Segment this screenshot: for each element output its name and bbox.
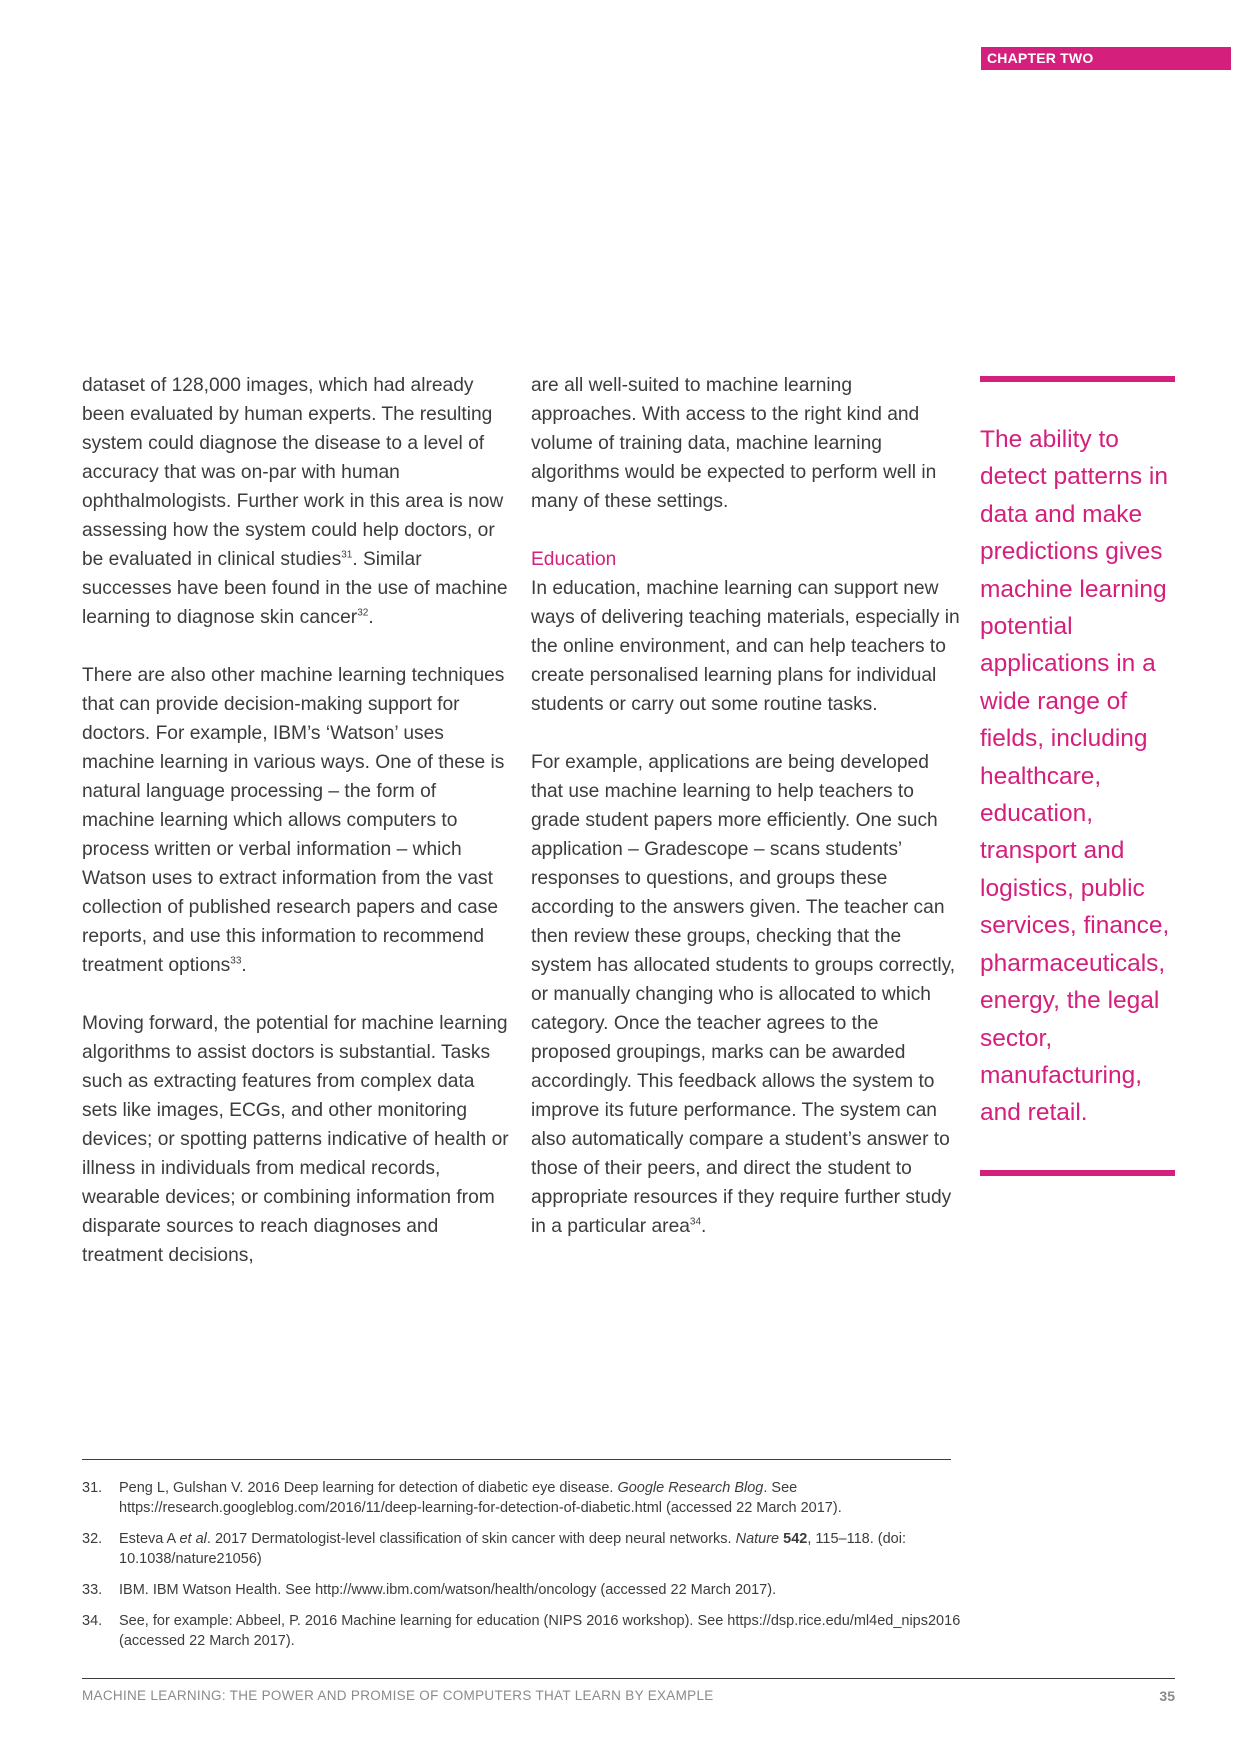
pull-quote-text: The ability to detect patterns in data and make predictions gives machine learning potential applications in a wide range of fields, including healthcare, education, transport and logistics, public services, finance, pharmaceuticals, energy, the legal sector, manufacturing, and retail. (980, 426, 1170, 1127)
footnote-number: 31. (82, 1480, 103, 1496)
section-heading: Education (531, 549, 617, 570)
footer-title: MACHINE LEARNING: THE POWER AND PROMISE OF COMPUTERS THAT LEARN BY EXAMPLE (82, 1688, 714, 1703)
paragraph: In education, machine learning can support new ways of delivering teaching materials, especially in the online environment, and can help teachers to create personalised learning plans for individual students or carry out some routine tasks. (531, 578, 960, 715)
footnote-text: IBM. IBM Watson Health. See http://www.ibm.com/watson/health/oncology (accessed 22 March 2017). (119, 1582, 777, 1598)
footnote-text-part: . See https://research.googleblog.com/2016/11/deep-learning-for-detection-of-diabetic.html (accessed 22 March 2017). (119, 1480, 842, 1516)
footnote-text-part: , 115–118. (doi: 10.1038/nature21056) (119, 1531, 906, 1567)
footnote-journal-title: Nature (735, 1531, 780, 1547)
footnote-italic: et al (179, 1531, 207, 1547)
footnote-source-title: Google Research Blog (617, 1480, 764, 1496)
paragraph-text: . (701, 1216, 707, 1237)
footnote-ref: 32 (357, 607, 369, 619)
footnote-33 (82, 1580, 962, 1600)
paragraph-text: For example, applications are being developed that use machine learning to help teachers to grade student papers more efficiently. One such application – Gradescope – scans students’ responses to questions, and groups these according to the answers given. The teacher can then review these groups, checking that the system has allocated students to groups correctly, or manually changing who is allocated to which category. Once the teacher agrees to the proposed groupings, marks can be awarded accordingly. This feedback allows the system to improve its future performance. The system can also automatically compare a student’s answer to those of their peers, and direct the student to appropriate resources if they require further study in a particular area (531, 752, 956, 1237)
pull-quote-bottom-rule (980, 1170, 1175, 1176)
footnote-ref: 31 (341, 549, 353, 561)
paragraph: are all well-suited to machine learning approaches. With access to the right kind and volume of training data, machine learning algorithms would be expected to perform well in many of these settings. (531, 375, 937, 512)
footnote-text-part: Esteva A (119, 1531, 180, 1547)
paragraph-text: . (368, 607, 374, 628)
paragraph (531, 748, 961, 1241)
footnotes-divider (82, 1459, 951, 1460)
footnote-ref: 34 (689, 1216, 702, 1228)
paragraph (82, 371, 512, 632)
left-column (82, 371, 512, 1270)
footnote-31 (82, 1478, 962, 1518)
paragraph-text: . Similar successes have been found in the use of machine learning to diagnose skin cancer (82, 549, 508, 628)
footnote-text (119, 1478, 962, 1518)
paragraph-text: dataset of 128,000 images, which had already been evaluated by human experts. The resulting system could diagnose the disease to a level of accuracy that was on-par with human ophthalmologists. Further work in this area is now assessing how the system could help doctors, or be evaluated in clinical studies (82, 375, 504, 570)
footnote-32 (82, 1529, 962, 1569)
footnote-text-part: Peng L, Gulshan V. 2016 Deep learning for detection of diabetic eye disease. (119, 1480, 618, 1496)
footer-divider (82, 1678, 1175, 1679)
footnote-text-part: . 2017 Dermatologist-level classification of skin cancer with deep neural networks. (206, 1531, 736, 1547)
paragraph: Moving forward, the potential for machine learning algorithms to assist doctors is substantial. Tasks such as extracting features from complex data sets like images, ECGs, and other monitoring devices; or spotting patterns indicative of health or illness in individuals from medical records, wearable devices; or combining information from disparate sources to reach diagnoses and treatment decisions, (82, 1013, 509, 1266)
pull-quote-top-rule (980, 376, 1175, 382)
footnote-ref: 33 (230, 955, 242, 967)
footnote-text (119, 1529, 962, 1569)
footnote-number: 34. (82, 1613, 103, 1629)
footnote-34 (82, 1611, 962, 1651)
footnote-number: 33. (82, 1582, 103, 1598)
page-number: 35 (1159, 1688, 1175, 1704)
paragraph-text: There are also other machine learning techniques that can provide decision-making support for doctors. For example, IBM’s ‘Watson’ uses machine learning in various ways. One of these is natural language processing – the form of machine learning which allows computers to process written or verbal information – which Watson uses to extract information from the vast collection of published research papers and case reports, and use this information to recommend treatment options (82, 665, 505, 976)
pull-quote (980, 376, 1175, 1176)
paragraph-text: . (241, 955, 247, 976)
middle-column (531, 371, 961, 1241)
footnote-volume: 542 (783, 1531, 808, 1547)
footnotes (82, 1478, 962, 1662)
footnote-number: 32. (82, 1531, 103, 1547)
footnote-text: See, for example: Abbeel, P. 2016 Machine learning for education (NIPS 2016 workshop). See https://dsp.rice.edu/ml4ed_nips2016 (accessed 22 March 2017). (119, 1613, 961, 1649)
paragraph (82, 661, 512, 980)
chapter-label: CHAPTER TWO (981, 47, 1231, 70)
